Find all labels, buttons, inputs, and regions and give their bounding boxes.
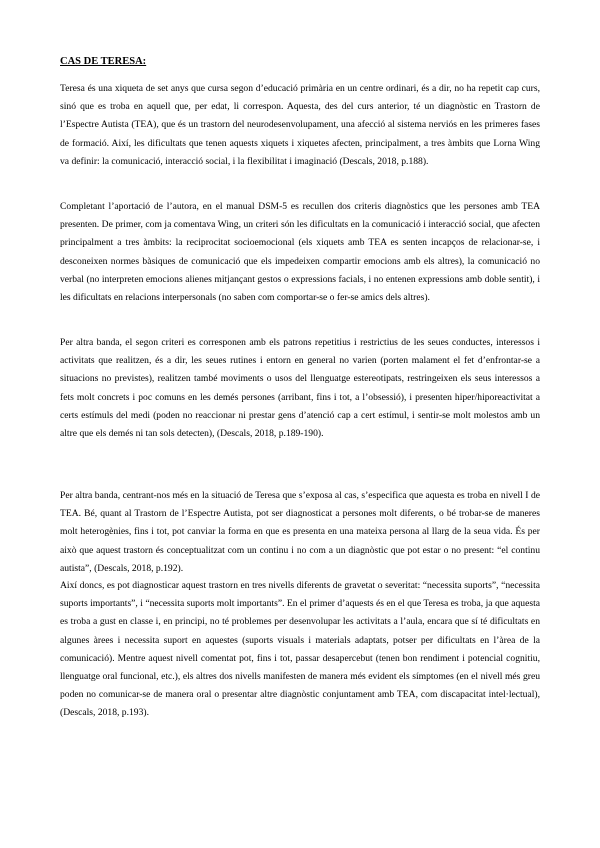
case-title: CAS DE TERESA:: [60, 56, 147, 67]
paragraph-tea-level: Per altra banda, centrant-nos més en la situació de Teresa que s’exposa al cas, s’especifica que aquesta es troba en nivell I de TEA. Bé, quant al Trastorn de l’Espectre Autista, pot ser diagnosticat a persones molt diferents, o bé trobar-se de maneres molt heterogènies, fins i tot, pot canviar la forma en que es presenta en una mateixa persona al llarg de la seua vida. És per això que aquest trastorn és conceptualitzat com un continu i no com a un diagnòstic que pot estar o no present: “el continu autista”, (Descals, 2018, p.192).: [60, 490, 540, 574]
paragraph-introduction: Teresa és una xiqueta de set anys que cursa segon d’educació primària en un centre ordinari, és a dir, no ha repetit cap curs, sinó que es troba en aquell que, per edat, li correspon. Aquesta, des del curs anterior, té un diagnòstic en Trastorn de l’Espectre Autista (TEA), que és un trastorn del neurodesenvolupament, una afecció al sistema nerviós en les primeres fases de formació. Així, les dificultats que tenen aquests xiquets i xiquetes afecten, principalment, a tres àmbits que Lorna Wing va definir: la comunicació, interacció social, i la flexibilitat i imaginació (Descals, 2018, p.188).: [60, 83, 540, 167]
paragraph-dsm5-criteria: Completant l’aportació de l’autora, en el manual DSM-5 es recullen dos criteris diagnòstics que les persones amb TEA presenten. De primer, com ja comentava Wing, un criteri són les dificultats en la comunicació i interacció social, que afecten principalment a tres àmbits: la reciprocitat socioemocional (els xiquets amb TEA es senten incapços de relacionar-se, i desconeixen normes bàsiques de comunicació que els impedeixen compartir emocions amb els altres), la comunicació no verbal (no interpreten emocions alienes mitjançant gestos o expressions facials, i no entenen expressions amb doble sentit), i les dificultats en relacions interpersonals (no saben com comportar-se o fer-se amics dels altres).: [60, 201, 540, 304]
paragraph-second-criterion: Per altra banda, el segon criteri es corresponen amb els patrons repetitius i restrictius de les seues conductes, interessos i activitats que realitzen, és a dir, les seues rutines i entorn en general no varien (porten malament el fet d’enfrontar-se a situacions no previstes), realitzen també moviments o usos del llenguatge estereotipats, restringeixen els seus interessos a fets molt concrets i poc comuns en les demés persones (arribant, fins i tot, a l’obsessió), i presenten hiper/hiporeactivitat a certs estímuls del medi (poden no reaccionar ni prestar gens d’atenció cap a cert estímul, i sentir-se molt molestos amb un altre que els demés ni tan sols detecten), (Descals, 2018, p.189-190).: [60, 337, 540, 440]
paragraph-severity-levels: Així doncs, es pot diagnosticar aquest trastorn en tres nivells diferents de gravetat o severitat: “necessita suports”, “necessita suports importants”, i “necessita suports molt importants”. En el primer d’aquests és en el que Teresa es troba, ja que aquesta es troba a gust en classe i, en principi, no té problemes per desenvolupar les activitats a l’aula, encara que sí té dificultats en algunes àrees i necessita suport en aquestes (suports visuals i materials adaptats, potser per dificultats en l’àrea de la comunicació). Mentre aquest nivell comentat pot, fins i tot, passar desapercebut (tenen bon rendiment i potencial cognitiu, llenguatge oral funcional, etc.), els altres dos nivells manifesten de manera més evident els símptomes (en el nivell més greu poden no comunicar-se de manera oral o presentar altre diagnòstic conjuntament amb TEA, com discapacitat intel·lectual), (Descals, 2018, p.193).: [60, 580, 540, 719]
